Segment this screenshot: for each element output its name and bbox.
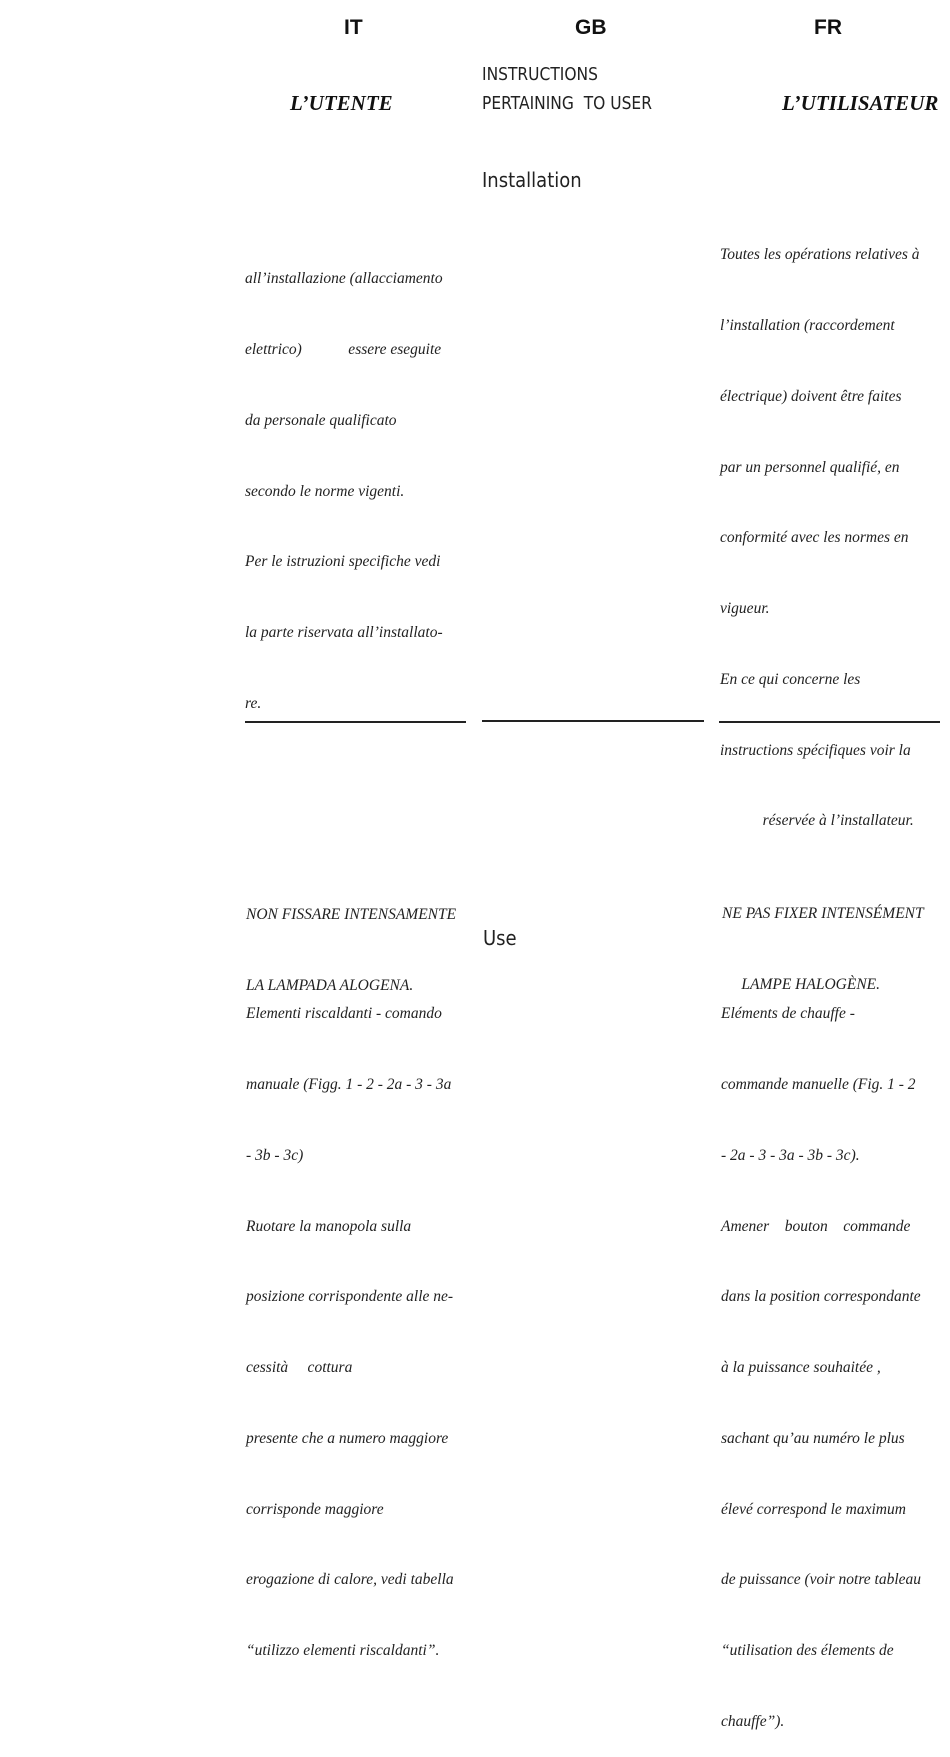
it-use-line: posizione corrispondente alle ne-	[246, 1288, 454, 1306]
divider-gb	[482, 720, 704, 722]
fr-install-line: En ce qui concerne les	[720, 670, 861, 688]
fr-install-line: vigueur.	[720, 600, 770, 618]
it-warning-line: LA LAMPADA ALOGENA.	[246, 976, 414, 994]
fr-install-line: par un personnel qualifié, en	[720, 458, 900, 476]
section-use: Use	[483, 926, 517, 950]
it-use-line: Ruotare la manopola sulla	[246, 1217, 412, 1235]
fr-installation-text	[720, 196, 948, 857]
fr-warning-line: NE PAS FIXER INTENSÉMENT	[722, 905, 924, 923]
fr-use-line: de puissance (voir notre tableau	[721, 1571, 922, 1589]
fr-use-line: dans la position correspondante	[721, 1288, 921, 1306]
lang-header-it: IT	[344, 16, 363, 39]
fr-use-line: Amener bouton commande	[721, 1217, 911, 1235]
fr-use-line: sachant qu’au numéro le plus	[721, 1429, 905, 1447]
fr-install-line: instructions spécifiques voir la	[720, 741, 911, 759]
it-install-line: elettrico) essere eseguite	[245, 340, 442, 358]
fr-install-line: conformité avec les normes en	[720, 529, 909, 547]
title-gb-line2: PERTAINING TO USER	[482, 93, 652, 114]
fr-install-line: électrique) doivent être faites	[720, 387, 902, 405]
fr-use-line: Eléments de chauffe -	[721, 1005, 855, 1023]
fr-warning-line: LAMPE HALOGÈNE.	[722, 975, 881, 993]
divider-fr	[719, 721, 940, 723]
it-use-line: - 3b - 3c)	[246, 1146, 304, 1164]
fr-use-line: chauffe”).	[721, 1713, 785, 1730]
lang-header-gb: GB	[575, 16, 607, 39]
it-warning-line: NON FISSARE INTENSAMENTE	[246, 906, 457, 924]
fr-use-text	[721, 955, 949, 1757]
fr-install-line: réservée à l’installateur.	[720, 812, 914, 830]
it-installation-text	[245, 220, 470, 739]
title-fr: L’UTILISATEUR	[782, 91, 939, 115]
it-use-line: erogazione di calore, vedi tabella	[246, 1571, 454, 1589]
title-gb	[482, 60, 652, 118]
it-install-line: Per le istruzioni specifiche vedi	[245, 553, 441, 571]
fr-use-line: “utilisation des élements de	[721, 1642, 894, 1660]
it-install-line: secondo le norme vigenti.	[245, 482, 405, 500]
title-it: L’UTENTE	[290, 91, 393, 115]
fr-use-line: commande manuelle (Fig. 1 - 2	[721, 1075, 916, 1093]
fr-use-line: - 2a - 3 - 3a - 3b - 3c).	[721, 1146, 860, 1164]
divider-it	[245, 721, 466, 723]
fr-install-line: l’installation (raccordement	[720, 316, 895, 334]
it-use-line: cessità cottura	[246, 1359, 353, 1377]
fr-install-line: Toutes les opérations relatives à	[720, 246, 920, 264]
title-gb-line1: INSTRUCTIONS	[482, 64, 598, 85]
it-use-text	[246, 955, 474, 1686]
it-use-line: manuale (Figg. 1 - 2 - 2a - 3 - 3a	[246, 1075, 452, 1093]
it-install-line: la parte riservata all’installato-	[245, 624, 443, 642]
lang-header-fr: FR	[814, 16, 842, 39]
it-use-line: corrisponde maggiore	[246, 1500, 384, 1518]
it-use-line: “utilizzo elementi riscaldanti”.	[246, 1642, 440, 1660]
it-install-line: da personale qualificato	[245, 411, 397, 429]
it-use-line: Elementi riscaldanti - comando	[246, 1005, 442, 1023]
it-use-line: presente che a numero maggiore	[246, 1429, 449, 1447]
fr-use-line: élevé correspond le maximum	[721, 1500, 906, 1518]
fr-use-line: à la puissance souhaitée ,	[721, 1359, 881, 1377]
it-install-line: all’installazione (allacciamento	[245, 270, 443, 288]
section-installation: Installation	[482, 168, 582, 192]
it-install-line: re.	[245, 694, 262, 712]
